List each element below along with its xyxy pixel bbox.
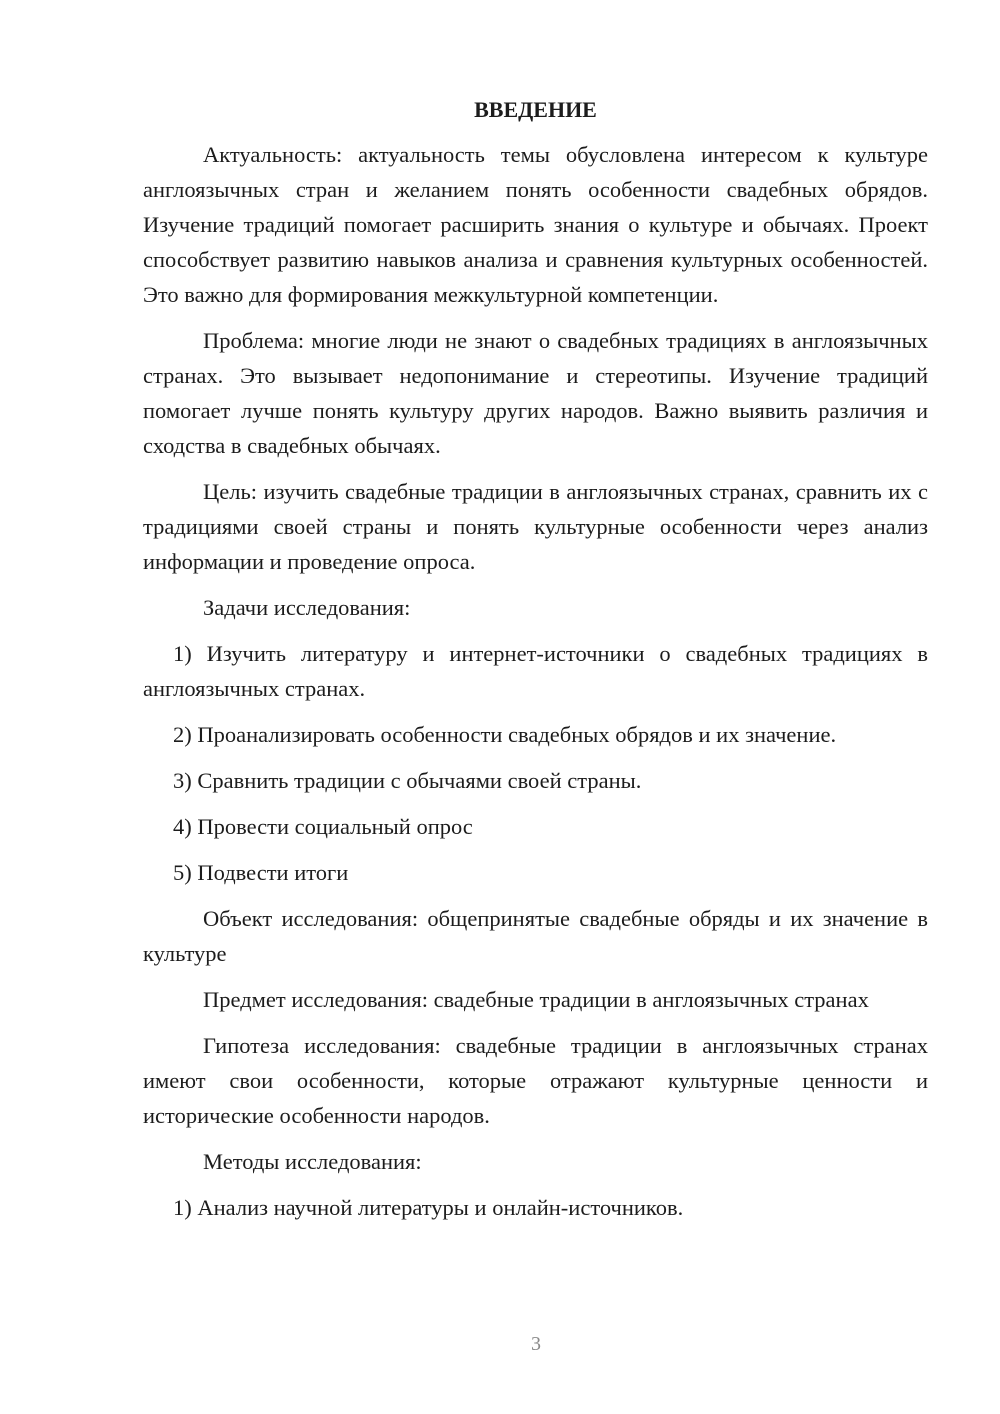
document-page <box>143 92 928 1236</box>
page-number: 3 <box>531 1333 541 1355</box>
methods-label: Методы исследования: <box>203 1149 422 1174</box>
problem-paragraph: Проблема: многие люди не знают о свадебных традициях в англоязычных странах. Это вызывает недопонимание и стереотипы. Изучение традиций помогает лучше понять культуру других народов. Важно выявить различия и сходства в свадебных обычаях. <box>143 328 928 458</box>
task-item: 4) Провести социальный опрос <box>173 814 473 839</box>
hypothesis-paragraph: Гипотеза исследования: свадебные традиции в англоязычных странах имеют свои особенности, которые отражают культурные ценности и исторические особенности народов. <box>143 1033 928 1128</box>
tasks-label: Задачи исследования: <box>203 595 411 620</box>
task-item: 5) Подвести итоги <box>173 860 349 885</box>
object-paragraph: Объект исследования: общепринятые свадебные обряды и их значение в культуре <box>143 906 928 966</box>
method-item: 1) Анализ научной литературы и онлайн-источников. <box>173 1195 684 1220</box>
task-item: 3) Сравнить традиции с обычаями своей страны. <box>173 768 642 793</box>
relevance-paragraph: Актуальность: актуальность темы обусловлена интересом к культуре англоязычных стран и желанием понять особенности свадебных обрядов. Изучение традиций помогает расширить знания о культуре и обычаях. Проект способствует развитию навыков анализа и сравнения культурных особенностей. Это важно для формирования межкультурной компетенции. <box>143 142 928 307</box>
task-item: 1) Изучить литературу и интернет-источники о свадебных традициях в англоязычных странах. <box>143 641 928 701</box>
section-title: ВВЕДЕНИЕ <box>474 97 597 122</box>
goal-paragraph: Цель: изучить свадебные традиции в англоязычных странах, сравнить их с традициями своей страны и понять культурные особенности через анализ информации и проведение опроса. <box>143 479 928 574</box>
task-item: 2) Проанализировать особенности свадебных обрядов и их значение. <box>173 722 837 747</box>
subject-paragraph: Предмет исследования: свадебные традиции в англоязычных странах <box>203 987 869 1012</box>
